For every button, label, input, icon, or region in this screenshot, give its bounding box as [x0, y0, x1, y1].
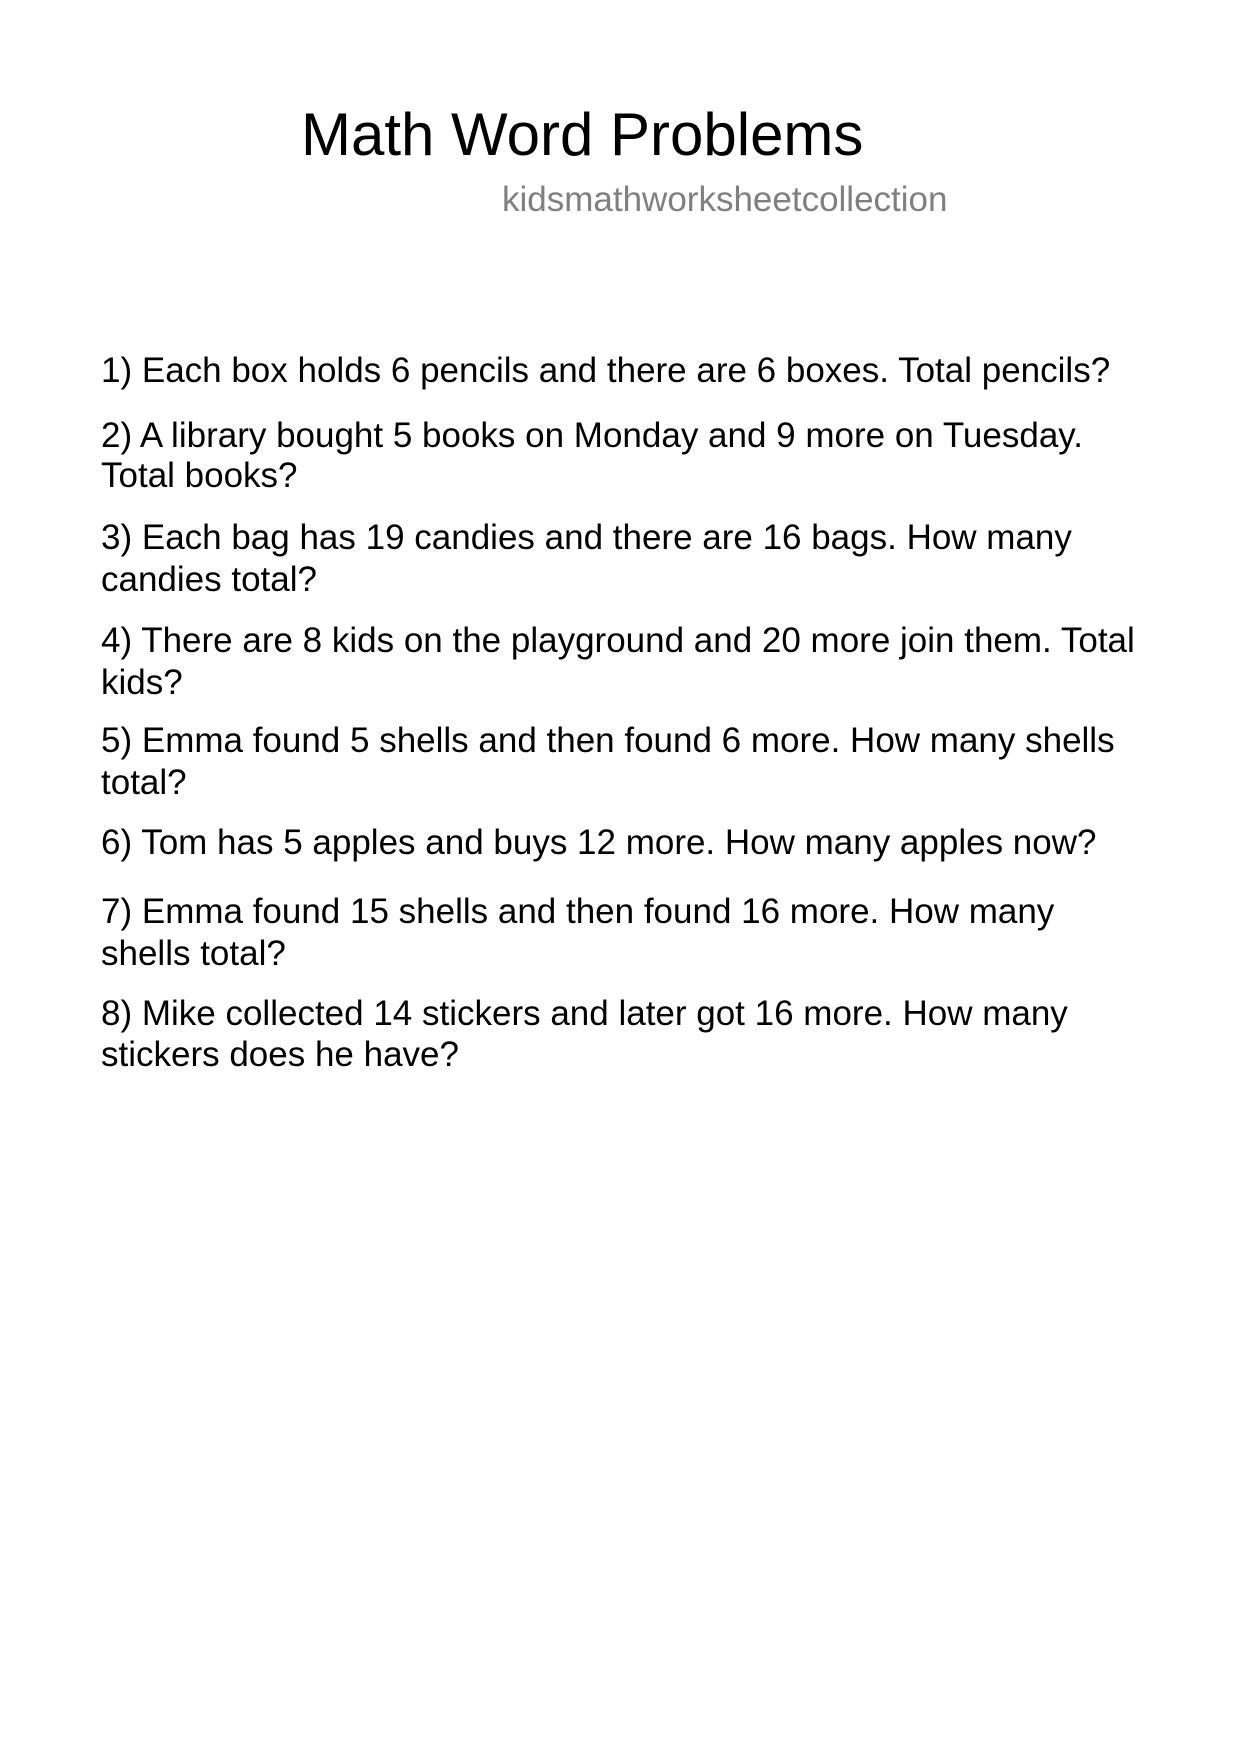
problem-item-4: [101, 620, 1161, 704]
problem-line: 3) Each bag has 19 candies and there are 16 bags. How many: [101, 518, 1072, 557]
problem-line: 2) A library bought 5 books on Monday and 9 more on Tuesday.: [101, 416, 1083, 455]
problem-line: 7) Emma found 15 shells and then found 16 more. How many: [101, 892, 1055, 931]
problem-line: shells total?: [101, 934, 286, 973]
problem-item-3: [101, 517, 1161, 601]
problem-item-1: [101, 350, 1161, 392]
problem-line: 4) There are 8 kids on the playground and 20 more join them. Total: [101, 621, 1135, 660]
problem-item-2: [101, 415, 1161, 497]
problem-line: candies total?: [101, 560, 317, 599]
problem-line: 1) Each box holds 6 pencils and there are 6 boxes. Total pencils?: [101, 351, 1111, 390]
problem-line: 8) Mike collected 14 stickers and later got 16 more. How many: [101, 994, 1068, 1033]
problem-line: 5) Emma found 5 shells and then found 6 more. How many shells: [101, 721, 1115, 760]
problem-item-5: [101, 720, 1161, 804]
problem-line: kids?: [101, 663, 183, 702]
problem-line: total?: [101, 763, 187, 802]
problem-item-8: [101, 993, 1161, 1076]
worksheet-source-label: kidsmathworksheetcollection: [502, 180, 948, 219]
problem-item-7: [101, 891, 1161, 975]
problem-item-6: [101, 822, 1161, 864]
problem-line: 6) Tom has 5 apples and buys 12 more. How many apples now?: [101, 823, 1097, 862]
worksheet-title: Math Word Problems: [301, 101, 864, 168]
problem-line: stickers does he have?: [101, 1035, 459, 1074]
problem-line: Total books?: [101, 456, 298, 495]
